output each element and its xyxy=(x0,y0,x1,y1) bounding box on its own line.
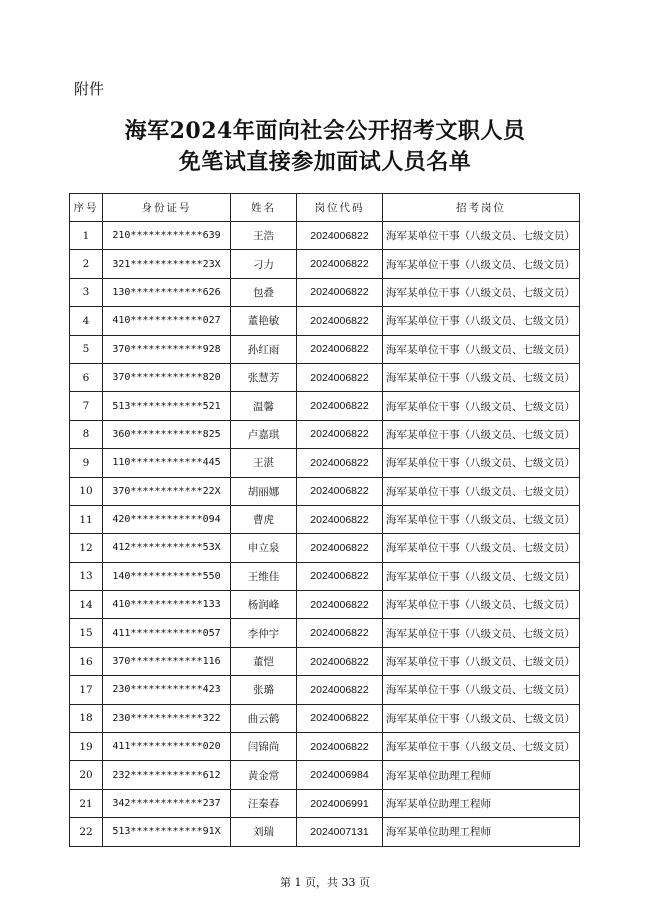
cell-name: 董艳敏 xyxy=(231,307,297,335)
page-footer: 第 1 页，共 33 页 xyxy=(280,876,370,889)
table-row xyxy=(70,420,580,448)
table-row xyxy=(70,534,580,562)
cell-position-code: 2024006822 xyxy=(297,477,383,505)
table-row xyxy=(70,505,580,533)
cell-position-code: 2024006822 xyxy=(297,420,383,448)
cell-serial-number: 20 xyxy=(70,761,103,789)
cell-position: 海军某单位干事（八级文员、七级文员） xyxy=(383,222,580,250)
cell-name: 曹虎 xyxy=(231,505,297,533)
table-row xyxy=(70,278,580,306)
cell-id-number: 412************53X xyxy=(103,534,231,562)
cell-serial-number: 11 xyxy=(70,505,103,533)
cell-serial-number: 8 xyxy=(70,420,103,448)
header-position-code: 岗位代码 xyxy=(297,194,383,222)
table-row xyxy=(70,363,580,391)
cell-position: 海军某单位干事（八级文员、七级文员） xyxy=(383,619,580,647)
cell-serial-number: 9 xyxy=(70,449,103,477)
table-row xyxy=(70,818,580,846)
cell-position: 海军某单位干事（八级文员、七级文员） xyxy=(383,534,580,562)
cell-serial-number: 13 xyxy=(70,562,103,590)
cell-id-number: 210************639 xyxy=(103,222,231,250)
cell-position-code: 2024006822 xyxy=(297,733,383,761)
cell-id-number: 513************91X xyxy=(103,818,231,846)
cell-position-code: 2024006822 xyxy=(297,307,383,335)
cell-name: 卢嘉琪 xyxy=(231,420,297,448)
table-row xyxy=(70,761,580,789)
cell-position: 海军某单位干事（八级文员、七级文员） xyxy=(383,250,580,278)
table-row xyxy=(70,591,580,619)
cell-name: 张慧芳 xyxy=(231,363,297,391)
table-row xyxy=(70,392,580,420)
cell-id-number: 370************820 xyxy=(103,363,231,391)
cell-serial-number: 12 xyxy=(70,534,103,562)
cell-serial-number: 7 xyxy=(70,392,103,420)
cell-id-number: 410************133 xyxy=(103,591,231,619)
cell-position: 海军某单位干事（八级文员、七级文员） xyxy=(383,420,580,448)
table-row xyxy=(70,562,580,590)
cell-id-number: 110************445 xyxy=(103,449,231,477)
cell-serial-number: 6 xyxy=(70,363,103,391)
cell-name: 杨润峰 xyxy=(231,591,297,619)
table-row xyxy=(70,647,580,675)
cell-position: 海军某单位干事（八级文员、七级文员） xyxy=(383,505,580,533)
cell-name: 包叠 xyxy=(231,278,297,306)
header-id-number: 身份证号 xyxy=(103,194,231,222)
cell-position: 海军某单位干事（八级文员、七级文员） xyxy=(383,704,580,732)
table-row xyxy=(70,477,580,505)
cell-id-number: 370************116 xyxy=(103,647,231,675)
cell-serial-number: 18 xyxy=(70,704,103,732)
cell-serial-number: 22 xyxy=(70,818,103,846)
cell-position: 海军某单位干事（八级文员、七级文员） xyxy=(383,591,580,619)
cell-serial-number: 14 xyxy=(70,591,103,619)
cell-position-code: 2024006822 xyxy=(297,222,383,250)
cell-id-number: 232************612 xyxy=(103,761,231,789)
cell-name: 李仲宇 xyxy=(231,619,297,647)
cell-id-number: 420************094 xyxy=(103,505,231,533)
candidate-table xyxy=(69,193,580,847)
cell-name: 申立泉 xyxy=(231,534,297,562)
table-row xyxy=(70,250,580,278)
cell-name: 董恺 xyxy=(231,647,297,675)
cell-name: 温馨 xyxy=(231,392,297,420)
cell-position: 海军某单位干事（八级文员、七级文员） xyxy=(383,477,580,505)
cell-name: 闫锦尚 xyxy=(231,733,297,761)
table-body xyxy=(70,222,580,847)
cell-id-number: 140************550 xyxy=(103,562,231,590)
cell-position: 海军某单位干事（八级文员、七级文员） xyxy=(383,676,580,704)
cell-serial-number: 3 xyxy=(70,278,103,306)
cell-position: 海军某单位干事（八级文员、七级文员） xyxy=(383,449,580,477)
document-title-line-2: 免笔试直接参加面试人员名单 xyxy=(178,149,472,175)
cell-position-code: 2024006822 xyxy=(297,449,383,477)
cell-position: 海军某单位干事（八级文员、七级文员） xyxy=(383,733,580,761)
document-title-line-1: 海军2024年面向社会公开招考文职人员 xyxy=(124,118,526,144)
table-row xyxy=(70,676,580,704)
cell-serial-number: 19 xyxy=(70,733,103,761)
cell-position-code: 2024006822 xyxy=(297,250,383,278)
attachment-label: 附件 xyxy=(74,80,105,98)
table-header-row xyxy=(70,194,580,222)
cell-position-code: 2024006822 xyxy=(297,562,383,590)
cell-position-code: 2024006822 xyxy=(297,392,383,420)
cell-id-number: 342************237 xyxy=(103,789,231,817)
cell-name: 王维佳 xyxy=(231,562,297,590)
cell-id-number: 230************423 xyxy=(103,676,231,704)
cell-id-number: 370************22X xyxy=(103,477,231,505)
cell-position: 海军某单位助理工程师 xyxy=(383,761,580,789)
cell-position: 海军某单位干事（八级文员、七级文员） xyxy=(383,307,580,335)
cell-position-code: 2024006822 xyxy=(297,619,383,647)
cell-position: 海军某单位干事（八级文员、七级文员） xyxy=(383,363,580,391)
cell-position-code: 2024006822 xyxy=(297,278,383,306)
cell-position: 海军某单位干事（八级文员、七级文员） xyxy=(383,392,580,420)
cell-position-code: 2024006822 xyxy=(297,591,383,619)
cell-position-code: 2024006984 xyxy=(297,761,383,789)
cell-name: 王浩 xyxy=(231,222,297,250)
cell-position-code: 2024006822 xyxy=(297,363,383,391)
cell-name: 孙红雨 xyxy=(231,335,297,363)
header-name: 姓名 xyxy=(231,194,297,222)
cell-serial-number: 15 xyxy=(70,619,103,647)
cell-name: 黄金常 xyxy=(231,761,297,789)
cell-serial-number: 1 xyxy=(70,222,103,250)
cell-id-number: 130************626 xyxy=(103,278,231,306)
cell-serial-number: 5 xyxy=(70,335,103,363)
cell-serial-number: 17 xyxy=(70,676,103,704)
cell-id-number: 360************825 xyxy=(103,420,231,448)
cell-serial-number: 16 xyxy=(70,647,103,675)
cell-name: 汪秦春 xyxy=(231,789,297,817)
cell-position: 海军某单位干事（八级文员、七级文员） xyxy=(383,562,580,590)
cell-id-number: 513************521 xyxy=(103,392,231,420)
header-position: 招考岗位 xyxy=(383,194,580,222)
cell-position: 海军某单位助理工程师 xyxy=(383,818,580,846)
cell-serial-number: 4 xyxy=(70,307,103,335)
cell-id-number: 411************020 xyxy=(103,733,231,761)
cell-position: 海军某单位助理工程师 xyxy=(383,789,580,817)
cell-position-code: 2024006822 xyxy=(297,534,383,562)
table-row xyxy=(70,704,580,732)
cell-position-code: 2024006822 xyxy=(297,335,383,363)
cell-id-number: 230************322 xyxy=(103,704,231,732)
cell-id-number: 410************027 xyxy=(103,307,231,335)
cell-id-number: 321************23X xyxy=(103,250,231,278)
cell-name: 张璐 xyxy=(231,676,297,704)
table-row xyxy=(70,449,580,477)
cell-position-code: 2024006822 xyxy=(297,505,383,533)
cell-position-code: 2024007131 xyxy=(297,818,383,846)
cell-position: 海军某单位干事（八级文员、七级文员） xyxy=(383,278,580,306)
cell-position-code: 2024006822 xyxy=(297,704,383,732)
cell-name: 刁力 xyxy=(231,250,297,278)
cell-position-code: 2024006822 xyxy=(297,676,383,704)
cell-name: 胡丽娜 xyxy=(231,477,297,505)
cell-serial-number: 2 xyxy=(70,250,103,278)
table-row xyxy=(70,619,580,647)
cell-name: 刘瑞 xyxy=(231,818,297,846)
cell-position-code: 2024006991 xyxy=(297,789,383,817)
table-row xyxy=(70,307,580,335)
cell-id-number: 411************057 xyxy=(103,619,231,647)
cell-serial-number: 10 xyxy=(70,477,103,505)
cell-serial-number: 21 xyxy=(70,789,103,817)
cell-position: 海军某单位干事（八级文员、七级文员） xyxy=(383,335,580,363)
table-row xyxy=(70,789,580,817)
cell-position-code: 2024006822 xyxy=(297,647,383,675)
cell-id-number: 370************928 xyxy=(103,335,231,363)
cell-name: 曲云鹤 xyxy=(231,704,297,732)
cell-position: 海军某单位干事（八级文员、七级文员） xyxy=(383,647,580,675)
table-row xyxy=(70,222,580,250)
cell-name: 王湛 xyxy=(231,449,297,477)
table-row xyxy=(70,733,580,761)
table-row xyxy=(70,335,580,363)
header-serial-number: 序号 xyxy=(70,194,103,222)
